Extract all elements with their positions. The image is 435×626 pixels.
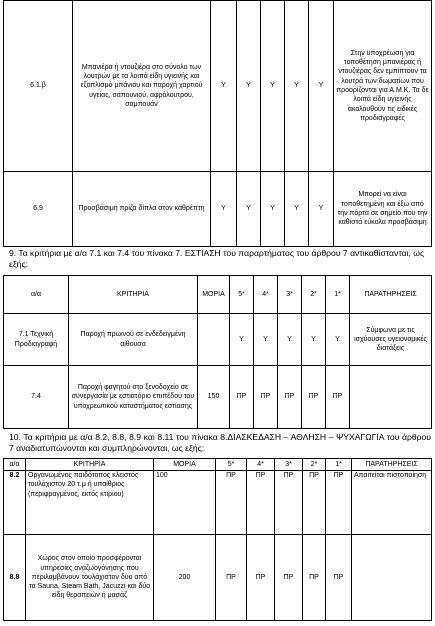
table-dining-criteria: [3, 275, 432, 429]
cell-1-star: ΠΡ: [326, 535, 352, 621]
cell-1-star: ΠΡ: [326, 471, 352, 535]
header-points: ΜΟΡΙΑ: [198, 276, 230, 314]
header-5-star: 5*: [230, 276, 254, 314]
header-criteria: ΚΡΙΤΗΡΙΑ: [26, 459, 154, 471]
row-code: 7.1 Τεχνική Προδιαγραφή: [4, 314, 69, 366]
cell-5-star: ΠΡ: [216, 471, 247, 535]
header-1-star: 1*: [326, 276, 350, 314]
header-3-star: 3*: [278, 276, 302, 314]
row-notes: Απαιτείται πιστοποίηση: [352, 471, 432, 535]
row-notes: Σύμφωνα με τις ισχύουσες υγειονομικές διατάξεις: [350, 314, 432, 366]
row-points: 150: [198, 366, 230, 429]
cell-4-star: ΠΡ: [247, 535, 275, 621]
header-aa: α/α: [4, 459, 26, 471]
cell-1-star: Υ: [309, 172, 334, 247]
row-notes: Μπορεί να είναι τοποθετημένη και έξω από την πόρτα σε σημείο που την καθιστά εύκολα προσβάσιμη: [334, 172, 432, 247]
row-criterion: Παροχή πρωινού σε ενδεδειγμένη αίθουσα: [69, 314, 198, 366]
cell-1-star: Υ: [309, 1, 334, 172]
cell-2-star: ΠΡ: [302, 366, 326, 429]
cell-4-star: ΠΡ: [254, 366, 278, 429]
row-points: 200: [154, 535, 216, 621]
cell-4-star: ΠΡ: [247, 471, 275, 535]
row-criterion: Προσβάσιμη πρίζα δίπλα στον καθρέπτη: [73, 172, 211, 247]
header-notes: ΠΑΡΑΤΗΡΗΣΕΙΣ: [350, 276, 432, 314]
row-criterion: Χώρος στον οποίο προσφέρονται υπηρεσίες αναζωογόνησης που περιλαμβάνουν τουλάχιστον δύο από τα Sauna, Steam Bath, Jacuzzi και δύο είδη θεραπειών ή μασάζ: [26, 535, 154, 621]
cell-5-star: Υ: [230, 314, 254, 366]
table-row: [4, 366, 432, 429]
header-points: ΜΟΡΙΑ: [154, 459, 216, 471]
row-notes: [350, 366, 432, 429]
row-code: 7.4: [4, 366, 69, 429]
cell-1-star: ΠΡ: [326, 366, 350, 429]
cell-5-star: Υ: [211, 1, 237, 172]
header-criteria: ΚΡΙΤΗΡΙΑ: [69, 276, 198, 314]
cell-4-star: Υ: [237, 1, 261, 172]
header-4-star: 4*: [247, 459, 275, 471]
cell-2-star: Υ: [285, 172, 309, 247]
paragraph-10: 10. Τα κριτήρια με α/α 8.2, 8.8, 8.9 και 8.11 του πίνακα 8.ΔΙΑΣΚΕΔΑΣΗ – ΑΘΛΗΣΗ – ΨΥΧΑΓΩΓΙΑ του άρθρου 7 αναδιατυπώνονται και συμπληρώνονται, ως εξής:: [9, 432, 431, 453]
row-code: 8.2: [4, 471, 26, 535]
table-bathroom-criteria: [3, 0, 432, 247]
table-row: [4, 172, 432, 247]
table-row: [4, 1, 432, 172]
header-2-star: 2*: [303, 459, 326, 471]
cell-3-star: Υ: [261, 1, 285, 172]
cell-5-star: ΠΡ: [216, 535, 247, 621]
cell-2-star: Υ: [302, 314, 326, 366]
paragraph-9: 9. Τα κριτήρια με α/α 7.1 και 7.4 του πίνακα 7. ΕΣΤΙΑΣΗ του παραρτήματος του άρθρου 7 αντικαθίστανται, ως εξής:: [9, 248, 425, 269]
table-header-row: [4, 276, 432, 314]
cell-5-star: ΠΡ: [230, 366, 254, 429]
header-aa: α/α: [4, 276, 69, 314]
row-code: 8.8: [4, 535, 26, 621]
cell-2-star: ΠΡ: [303, 535, 326, 621]
table-header-row: [4, 459, 432, 471]
row-code: 6.1.β: [4, 1, 73, 172]
row-points: [198, 314, 230, 366]
row-code: 6.9: [4, 172, 73, 247]
cell-4-star: Υ: [254, 314, 278, 366]
header-5-star: 5*: [216, 459, 247, 471]
cell-5-star: Υ: [211, 172, 237, 247]
table-row: [4, 471, 432, 535]
row-criterion: Μπανιέρα ή ντουζιέρα στο σύνολο των λουτρών με τα λοιπά είδη υγιεινής και εξοπλισμό μπάνιου και παροχή χαρτιού υγείας, σαπουνιού, αφρόλουτρου, σαμπουάν: [73, 1, 211, 172]
cell-2-star: ΠΡ: [303, 471, 326, 535]
cell-3-star: ΠΡ: [275, 471, 303, 535]
table-row: [4, 535, 432, 621]
table-row: [4, 314, 432, 366]
header-4-star: 4*: [254, 276, 278, 314]
header-notes: ΠΑΡΑΤΗΡΗΣΕΙΣ: [352, 459, 432, 471]
cell-3-star: Υ: [278, 314, 302, 366]
row-points: 100: [154, 471, 216, 535]
cell-3-star: ΠΡ: [278, 366, 302, 429]
cell-1-star: Υ: [326, 314, 350, 366]
cell-4-star: Υ: [237, 172, 261, 247]
row-criterion: Παροχή φαγητού στο ξενοδοχείο σε συνεργασία με εστιατόριο επιπέδου του υποχρεωτικού καταστήματος εστίασης: [69, 366, 198, 429]
row-notes: [352, 535, 432, 621]
cell-3-star: ΠΡ: [275, 535, 303, 621]
row-criterion: Οργανωμένος παιδότοπος κλειστός τουλάχιστον 20 τ.μ ή υπαίθριος (περιφραγμένος, εκτός κτιρίου): [26, 471, 154, 535]
cell-2-star: Υ: [285, 1, 309, 172]
header-3-star: 3*: [275, 459, 303, 471]
row-notes: Στην υποχρέωση για τοποθέτηση μπανιέρας ή ντουζιέρας δεν εμπίπτουν τα λουτρά των δωματίων που προορίζονται για Α.Μ.Κ. Τα δε λοιπά είδη υγιεινής ακολουθούν τις ειδικές προδιαγραφές: [334, 1, 432, 172]
header-1-star: 1*: [326, 459, 352, 471]
header-2-star: 2*: [302, 276, 326, 314]
table-entertainment-criteria: [3, 458, 432, 621]
cell-3-star: Υ: [261, 172, 285, 247]
